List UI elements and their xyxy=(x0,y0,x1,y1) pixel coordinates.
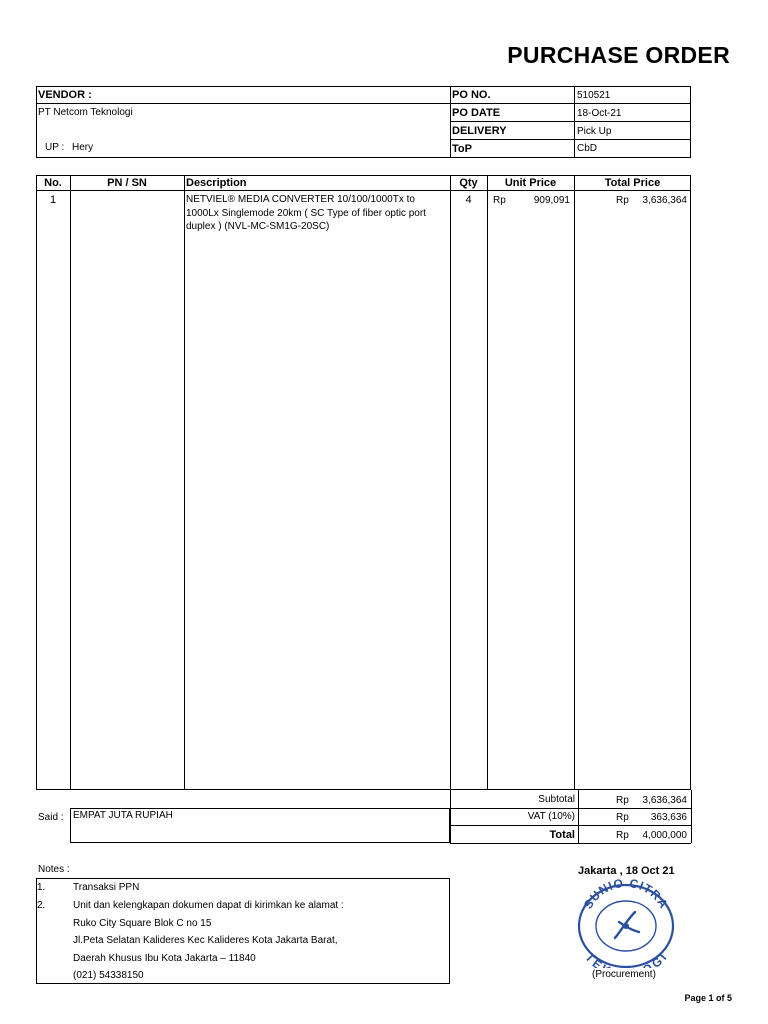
total-currency: Rp xyxy=(616,830,629,841)
up-label: UP : xyxy=(45,142,65,153)
po-no-label: PO NO. xyxy=(452,89,491,101)
place-date: Jakarta , 18 Oct 21 xyxy=(578,865,675,877)
column-divider xyxy=(487,175,488,790)
said-value: EMPAT JUTA RUPIAH xyxy=(73,810,173,821)
header-divider xyxy=(574,86,575,158)
po-no-value: 510521 xyxy=(577,90,611,101)
subtotal-currency: Rp xyxy=(616,795,629,806)
svg-text:SUNIO CITRA xyxy=(581,878,671,911)
totals-divider xyxy=(691,790,692,843)
stamp-text-bottom: TE GI xyxy=(582,950,670,968)
said-label: Said : xyxy=(38,812,64,823)
col-header-unit-price: Unit Price xyxy=(504,177,557,189)
address-line: Ruko City Square Blok C no 15 xyxy=(73,918,212,929)
address-line: Daerah Khusus Ibu Kota Jakarta – 11840 xyxy=(73,953,256,964)
total-value: 4,000,000 xyxy=(642,830,687,841)
totals-divider xyxy=(450,790,451,843)
col-header-description: Description xyxy=(186,177,247,189)
totals-divider xyxy=(450,843,691,844)
col-header-total-price: Total Price xyxy=(604,177,661,189)
delivery-label: DELIVERY xyxy=(452,125,507,137)
vendor-name: PT Netcom Teknologi xyxy=(38,107,133,118)
total-label: Total xyxy=(549,829,575,841)
subtotal-label: Subtotal xyxy=(538,794,575,805)
totals-divider xyxy=(450,808,691,809)
vat-value: 363,636 xyxy=(650,812,687,823)
po-date-label: PO DATE xyxy=(452,107,501,119)
row-no: 1 xyxy=(49,194,57,206)
column-divider xyxy=(70,175,71,790)
subtotal-value: 3,636,364 xyxy=(642,795,687,806)
row-unit-price: 909,091 xyxy=(533,195,570,206)
header-divider xyxy=(36,103,450,104)
note-text: Transaksi PPN xyxy=(73,882,140,893)
vat-currency: Rp xyxy=(616,812,629,823)
items-header-divider xyxy=(36,190,691,191)
row-total-price: 3,636,364 xyxy=(642,195,687,206)
company-stamp xyxy=(575,878,677,968)
col-header-pn: PN / SN xyxy=(107,177,147,189)
note-number: 2. xyxy=(37,900,46,911)
stamp-text-top: SUNIO CITRA xyxy=(580,878,672,912)
row-unit-currency: Rp xyxy=(493,195,506,206)
address-line: (021) 54338150 xyxy=(73,970,144,981)
svg-text:TEKNOLOGI xyxy=(582,950,669,968)
row-total-currency: Rp xyxy=(616,195,629,206)
col-header-no: No. xyxy=(44,177,62,189)
vendor-label: VENDOR : xyxy=(38,89,92,101)
document-title: PURCHASE ORDER xyxy=(507,42,730,68)
header-divider xyxy=(450,103,691,104)
top-label: ToP xyxy=(452,143,472,155)
header-divider xyxy=(450,86,451,158)
totals-divider xyxy=(578,790,579,843)
column-divider xyxy=(450,175,451,790)
stamp-seal-icon xyxy=(575,878,677,968)
column-divider xyxy=(184,175,185,790)
note-number: 1. xyxy=(37,882,46,893)
header-divider xyxy=(450,139,691,140)
vat-label: VAT (10%) xyxy=(527,811,575,822)
notes-label: Notes : xyxy=(38,864,70,875)
totals-divider xyxy=(450,825,691,826)
signatory-role: (Procurement) xyxy=(592,969,656,980)
address-line: Jl.Peta Selatan Kalideres Kec Kalideres Kota Jakarta Barat, xyxy=(73,935,338,946)
po-date-value: 18-Oct-21 xyxy=(577,108,622,119)
row-description: NETVIEL® MEDIA CONVERTER 10/100/1000Tx to 1000Lx Singlemode 20km ( SC Type of fiber optic port duplex ) (NVL-MC-SM1G-20SC) xyxy=(186,194,426,232)
column-divider xyxy=(574,175,575,790)
top-value: CbD xyxy=(577,143,598,154)
items-table xyxy=(36,175,691,790)
header-divider xyxy=(450,121,691,122)
row-qty: 4 xyxy=(465,194,472,206)
note-text: Unit dan kelengkapan dokumen dapat di kirimkan ke alamat : xyxy=(73,900,344,911)
delivery-value: Pick Up xyxy=(577,126,612,137)
up-value: Hery xyxy=(72,142,94,153)
col-header-qty: Qty xyxy=(459,177,478,189)
page-number: Page 1 of 5 xyxy=(684,993,732,1003)
